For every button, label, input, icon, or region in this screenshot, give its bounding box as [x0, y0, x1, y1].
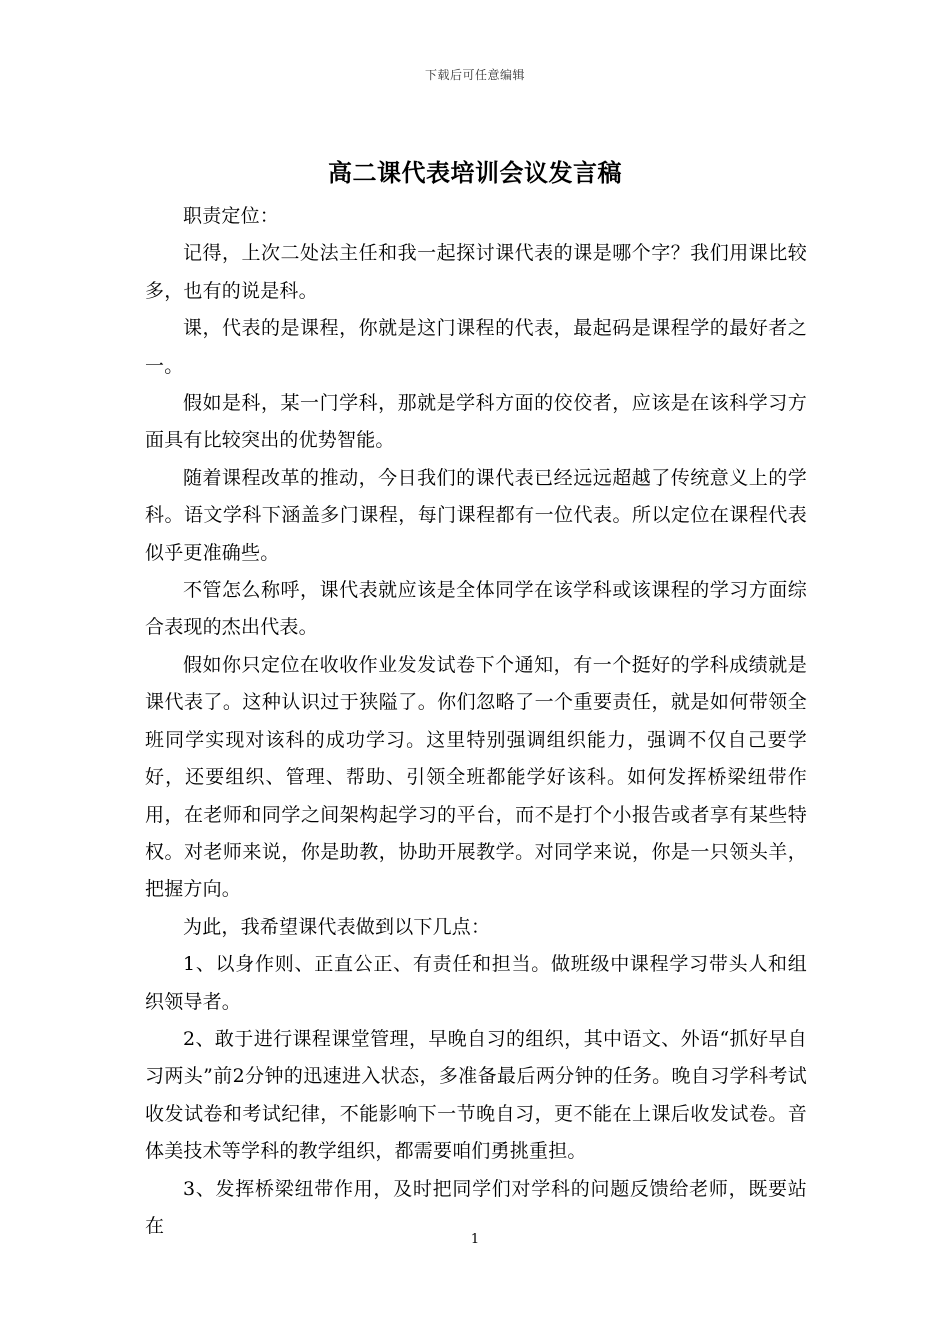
paragraph: 假如是科，某一门学科，那就是学科方面的佼佼者，应该是在该科学习方面具有比较突出的优势智能。: [145, 392, 807, 452]
paragraph-list-intro: 为此，我希望课代表做到以下几点：: [183, 915, 491, 938]
paragraph: 记得，上次二处法主任和我一起探讨课代表的课是哪个字？我们用课比较多，也有的说是科。: [145, 242, 807, 302]
document-body: [145, 198, 807, 1245]
header-note: 下载后可任意编辑: [424, 68, 525, 82]
paragraph-role-heading: 职责定位：: [183, 205, 280, 227]
page-number: 1: [470, 1232, 480, 1247]
paragraph: 假如你只定位在收收作业发发试卷下个通知，有一个挺好的学科成绩就是课代表了。这种认识过于狭隘了。你们忽略了一个重要责任，就是如何带领全班同学实现对该科的成功学习。这里特别强调组织能力，强调不仅自己要学好，还要组织、管理、帮助、引领全班都能学好该科。如何发挥桥梁纽带作用，在老师和同学之间架构起学习的平台，而不是打个小报告或者享有某些特权。对老师来说，你是助教，协助开展教学。对同学来说，你是一只领头羊，把握方向。: [145, 653, 807, 901]
paragraph: 随着课程改革的推动，今日我们的课代表已经远远超越了传统意义上的学科。语文学科下涵盖多门课程，每门课程都有一位代表。所以定位在课程代表似乎更准确些。: [145, 466, 807, 564]
list-item-3: 3、发挥桥梁纽带作用，及时把同学们对学科的问题反馈给老师，既要站在: [145, 1177, 807, 1237]
list-item-2: 2、敢于进行课程课堂管理，早晚自习的组织，其中语文、外语“抓好早自习两头”前2分钟的迅速进入状态，多准备最后两分钟的任务。晚自习学科考试收发试卷和考试纪律，不能影响下一节晚自习，更不能在上课后收发试卷。音体美技术等学科的教学组织，都需要咱们勇挑重担。: [145, 1027, 807, 1163]
paragraph: 不管怎么称呼，课代表就应该是全体同学在该学科或该课程的学习方面综合表现的杰出代表。: [145, 579, 807, 639]
document-title: 高二课代表培训会议发言稿: [328, 158, 622, 187]
paragraph: 课，代表的是课程，你就是这门课程的代表，最起码是课程学的最好者之一。: [145, 317, 807, 377]
list-item-1: 1、以身作则、正直公正、有责任和担当。做班级中课程学习带头人和组织领导者。: [145, 953, 807, 1013]
